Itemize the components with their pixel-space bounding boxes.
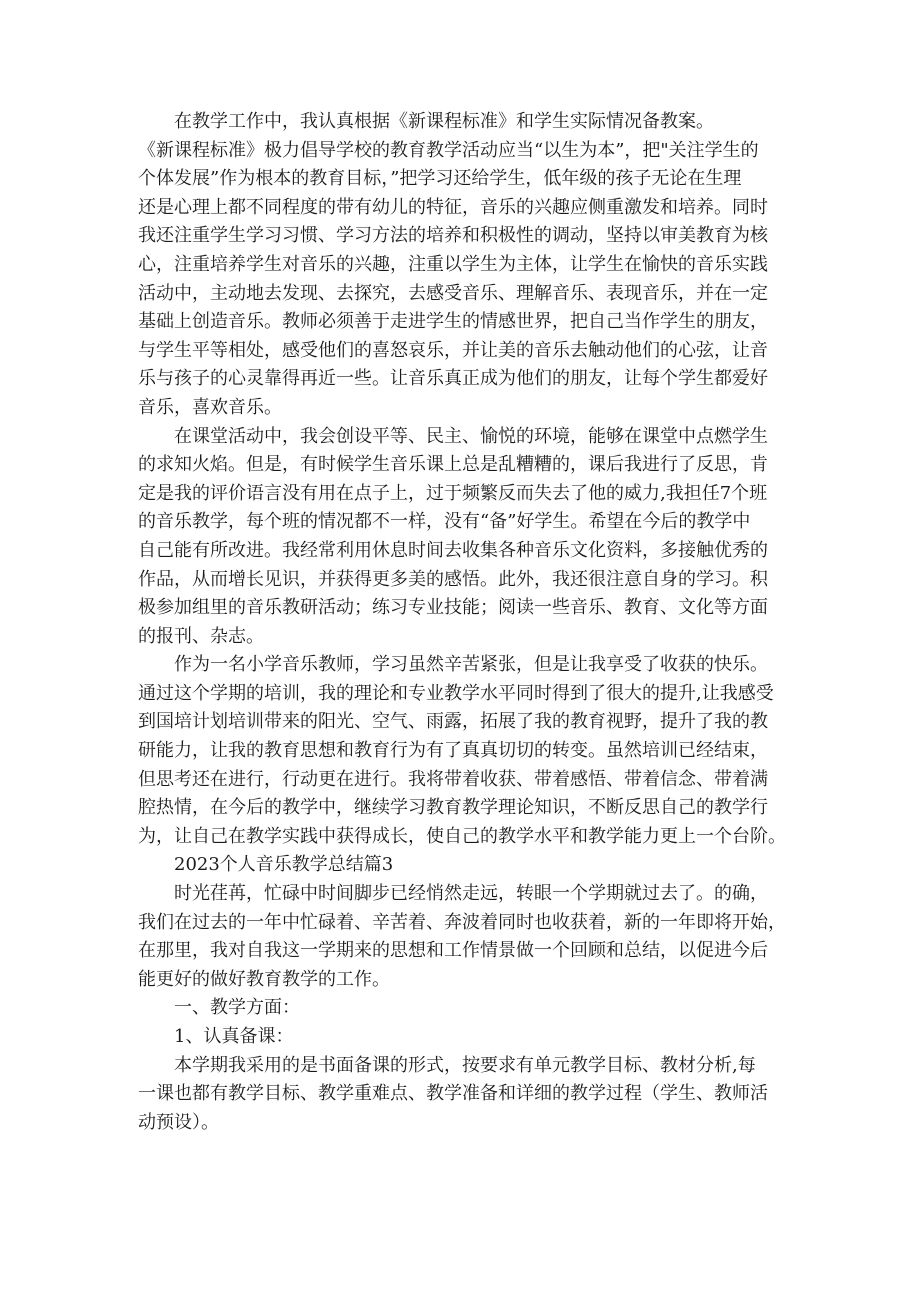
subheading-text: 1、认真备课：: [174, 1026, 294, 1047]
text-line: 通过这个学期的培训，我的理论和专业教学水平同时得到了很大的提升,让我感受: [138, 682, 774, 704]
subheading: [138, 994, 798, 1023]
text-line: 活动中，主动地去发现、去探究，去感受音乐、理解音乐、表现音乐，并在一定: [138, 282, 768, 304]
document-body: [138, 108, 798, 1137]
paragraph: [138, 651, 798, 851]
text-line: 在课堂活动中，我会创设平等、民主、愉悦的环境，能够在课堂中点燃学生: [174, 425, 768, 447]
text-line: 时光荏苒，忙碌中时间脚步已经悄然走远，转眼一个学期就过去了。的确，: [174, 883, 768, 905]
text-line: 与学生平等相处，感受他们的喜怒哀乐，并让美的音乐去触动他们的心弦，让音: [138, 339, 768, 361]
text-line: 还是心理上都不同程度的带有幼儿的特征，音乐的兴趣应侧重激发和培养。同时: [138, 196, 768, 218]
heading-text: 2023个人音乐教学总结篇3: [174, 854, 394, 876]
text-line: 定是我的评价语言没有用在点子上，过于频繁反而失去了他的威力,我担任7个班: [138, 482, 768, 504]
text-line: 到国培计划培训带来的阳光、空气、雨露，拓展了我的教育视野，提升了我的教: [138, 711, 768, 733]
text-line: 能更好的做好教育教学的工作。: [138, 968, 390, 990]
text-line: 我还注重学生学习习惯、学习方法的培养和积极性的调动，坚持以审美教育为核: [138, 225, 768, 247]
text-line: 在教学工作中，我认真根据《新课程标准》和学生实际情况备教案。: [174, 111, 714, 132]
text-line: 一课也都有教学目标、教学重难点、教学准备和详细的教学过程（学生、教师活: [138, 1083, 768, 1105]
text-line: 作为一名小学音乐教师，学习虽然辛苦紧张，但是让我享受了收获的快乐。: [174, 654, 768, 676]
text-line: 自己能有所改进。我经常利用休息时间去收集各种音乐文化资料，多接触优秀的: [138, 539, 768, 561]
subheading: [138, 1023, 798, 1052]
paragraph: [138, 1052, 798, 1138]
paragraph: [138, 108, 798, 423]
text-line: 乐与孩子的心灵靠得再近一些。让音乐真正成为他们的朋友，让每个学生都爱好: [138, 368, 768, 390]
text-line: 在那里，我对自我这一学期来的思想和工作情景做一个回顾和总结，以促进今后: [138, 940, 768, 962]
text-line: 我们在过去的一年中忙碌着、辛苦着、奔波着同时也收获着，新的一年即将开始，: [138, 911, 786, 933]
paragraph: [138, 423, 798, 652]
text-line: 基础上创造音乐。教师必须善于走进学生的情感世界，把自己当作学生的朋友，: [138, 311, 768, 333]
text-line: 但思考还在进行，行动更在进行。我将带着收获、带着感悟、带着信念、带着满: [138, 768, 768, 790]
paragraph: [138, 880, 798, 994]
text-line: 作品，从而增长见识，并获得更多美的感悟。此外，我还很注意自身的学习。积: [138, 568, 768, 590]
text-line: 动预设）。: [138, 1111, 219, 1133]
text-line: 的报刊、杂志。: [138, 625, 264, 647]
text-line: 腔热情，在今后的教学中，继续学习教育教学理论知识，不断反思自己的教学行: [138, 797, 768, 819]
section-heading: [138, 851, 798, 880]
text-line: 为，让自己在教学实践中获得成长，使自己的教学水平和教学能力更上一个台阶。: [138, 825, 786, 847]
text-line: 《新课程标准》极力倡导学校的教育教学活动应当“以生为本”，把"关注学生的: [138, 139, 759, 161]
text-line: 心，注重培养学生对音乐的兴趣，注重以学生为主体，让学生在愉快的音乐实践: [138, 253, 768, 275]
text-line: 的音乐教学，每个班的情况都不一样，没有“备”好学生。希望在今后的教学中: [138, 511, 751, 533]
text-line: 个体发展”作为根本的教育目标，”把学习还给学生，低年级的孩子无论在生理: [138, 168, 742, 190]
text-line: 音乐，喜欢音乐。: [138, 396, 282, 418]
subheading-text: 一、教学方面：: [174, 997, 300, 1019]
text-line: 研能力，让我的教育思想和教育行为有了真真切切的转变。虽然培训已经结束，: [138, 740, 768, 762]
text-line: 的求知火焰。但是，有时候学生音乐课上总是乱糟糟的，课后我进行了反思，肯: [138, 454, 768, 476]
text-line: 本学期我采用的是书面备课的形式，按要求有单元教学目标、教材分析,每: [174, 1054, 756, 1076]
text-line: 极参加组里的音乐教研活动；练习专业技能；阅读一些音乐、教育、文化等方面: [138, 597, 768, 619]
